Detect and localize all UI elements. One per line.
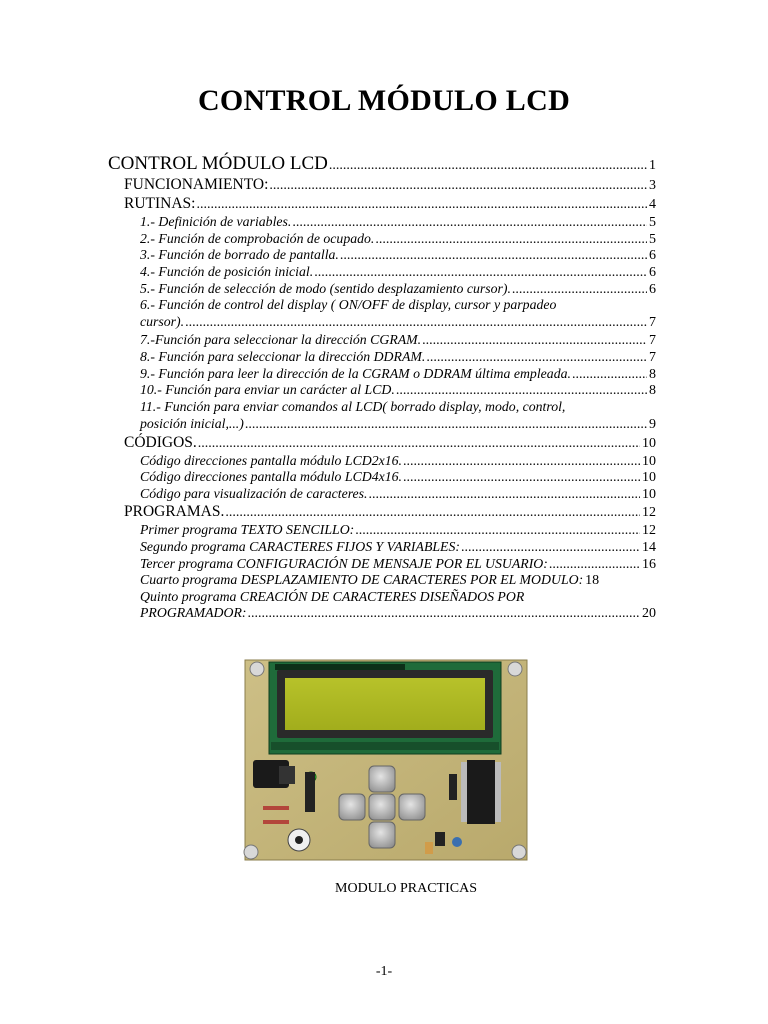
- toc-leader: [422, 333, 647, 349]
- toc-leader: [355, 523, 640, 539]
- toc-entry[interactable]: [140, 314, 656, 331]
- toc-leader: [196, 197, 647, 213]
- toc-entry[interactable]: [140, 214, 656, 231]
- page-number: -1-: [375, 964, 393, 979]
- toc-entry-title-line1: 11.- Función para enviar comandos al LCD( borrado display, modo, control,: [140, 399, 566, 414]
- toc-entry-page: 12: [642, 505, 656, 520]
- toc-leader: [375, 232, 647, 248]
- toc-entry[interactable]: [140, 522, 656, 539]
- toc-entry-title: 10.- Función para enviar un carácter al LCD.: [140, 382, 395, 397]
- toc-entry-title: Segundo programa CARACTERES FIJOS Y VARIABLES:: [140, 539, 460, 554]
- toc-leader: [248, 606, 640, 622]
- toc-entry[interactable]: [140, 453, 656, 470]
- toc-entry[interactable]: [140, 572, 656, 589]
- toc-entry[interactable]: [140, 539, 656, 556]
- toc-entry[interactable]: [108, 153, 656, 175]
- toc-entry[interactable]: [124, 503, 656, 521]
- toc-entry-title: 1.- Definición de variables.: [140, 214, 292, 229]
- toc-entry-title-line1: 6.- Función de control del display ( ON/OFF de display, cursor y parpadeo: [140, 297, 557, 312]
- toc-entry-page: 7: [649, 333, 656, 348]
- toc-leader: [245, 417, 647, 433]
- toc-entry[interactable]: [140, 264, 656, 281]
- toc-entry[interactable]: [140, 416, 656, 433]
- toc-entry[interactable]: [140, 605, 656, 622]
- document-title: CONTROL MÓDULO LCD: [197, 84, 571, 117]
- toc-entry-page: 6: [649, 248, 656, 263]
- toc-entry-title: 5.- Función de selección de modo (sentido desplazamiento cursor).: [140, 281, 511, 296]
- toc-leader: [185, 315, 647, 331]
- toc-entry[interactable]: [140, 281, 656, 298]
- toc-leader: [512, 282, 647, 298]
- toc-entry-page: 7: [649, 315, 656, 330]
- toc-leader: [314, 265, 647, 281]
- toc-leader: [549, 557, 640, 573]
- toc-entry-title: CÓDIGOS.: [124, 434, 197, 451]
- toc-leader: [292, 215, 647, 231]
- toc-entry[interactable]: [140, 382, 656, 399]
- toc-entry-title: PROGRAMAS.: [124, 503, 225, 520]
- toc-entry-page: 8: [649, 367, 656, 382]
- toc-entry-title: 2.- Función de comprobación de ocupado.: [140, 231, 375, 246]
- toc-entry-page: 10: [642, 470, 656, 485]
- toc-entry-title: 9.- Función para leer la dirección de la CGRAM o DDRAM última empleada.: [140, 366, 571, 381]
- toc-entry-page: 18: [585, 573, 600, 588]
- toc-entry-title: Código direcciones pantalla módulo LCD4x16.: [140, 469, 402, 484]
- toc-entry[interactable]: [140, 332, 656, 349]
- toc-leader: [369, 487, 641, 503]
- toc-entry-title-continued: cursor).: [140, 314, 185, 329]
- toc-entry-page: 10: [642, 454, 656, 469]
- toc-leader: [329, 158, 647, 174]
- toc-entry-page: 3: [649, 178, 656, 193]
- toc-entry-page: 5: [649, 232, 656, 247]
- toc-entry[interactable]: [140, 486, 656, 503]
- toc-entry[interactable]: [124, 176, 656, 194]
- toc-leader: [461, 540, 640, 556]
- toc-entry-page: 4: [649, 197, 656, 212]
- toc-entry-title: Cuarto programa DESPLAZAMIENTO DE CARACTERES POR EL MODULO:: [140, 572, 584, 587]
- toc-entry-title: 3.- Función de borrado de pantalla.: [140, 247, 339, 262]
- toc-entry-title: 8.- Función para seleccionar la dirección DDRAM.: [140, 349, 426, 364]
- toc-entry[interactable]: [140, 366, 656, 383]
- toc-entry-page: 20: [642, 606, 656, 621]
- toc-leader: [269, 178, 647, 194]
- toc-entry-title: RUTINAS:: [124, 195, 196, 212]
- toc-entry-page: 14: [642, 540, 656, 555]
- toc-entry-title: FUNCIONAMIENTO:: [124, 176, 269, 193]
- toc-entry-title-continued: PROGRAMADOR:: [140, 605, 247, 620]
- toc-entry-title: CONTROL MÓDULO LCD: [108, 153, 328, 174]
- toc-entry[interactable]: [140, 231, 656, 248]
- toc-entry[interactable]: [140, 469, 656, 486]
- toc-entry-title: Código para visualización de caracteres.: [140, 486, 368, 501]
- figure-caption: MODULO PRACTICAS: [335, 881, 477, 896]
- lcd-module-photo: [239, 656, 531, 866]
- toc-leader: [403, 454, 640, 470]
- toc-entry-title: 4.- Función de posición inicial.: [140, 264, 314, 279]
- toc-entry-page: 7: [649, 350, 656, 365]
- toc-entry-title: 7.-Función para seleccionar la dirección CGRAM.: [140, 332, 422, 347]
- toc-leader: [572, 367, 647, 383]
- toc-entry-page: 9: [649, 417, 656, 432]
- toc-entry-page: 8: [649, 383, 656, 398]
- toc-entry-page: 1: [649, 158, 656, 173]
- toc-leader: [340, 248, 647, 264]
- toc-entry-page: 10: [642, 436, 656, 451]
- toc-entry[interactable]: [124, 434, 656, 452]
- toc-entry-page: 12: [642, 523, 656, 538]
- toc-leader: [403, 470, 640, 486]
- toc-entry-title: Primer programa TEXTO SENCILLO:: [140, 522, 355, 537]
- toc-entry-page: 10: [642, 487, 656, 502]
- toc-entry[interactable]: [124, 195, 656, 213]
- toc-entry[interactable]: [140, 247, 656, 264]
- circuit-board-illustration: [239, 656, 531, 866]
- toc-entry-page: 6: [649, 282, 656, 297]
- toc-entry-page: 6: [649, 265, 656, 280]
- toc-entry-page: 5: [649, 215, 656, 230]
- toc-entry-title: Código direcciones pantalla módulo LCD2x16.: [140, 453, 402, 468]
- toc-entry-page: 16: [642, 557, 656, 572]
- toc-entry-title-line1: Quinto programa CREACIÓN DE CARACTERES DISEÑADOS POR: [140, 589, 525, 604]
- toc-entry-title: Tercer programa CONFIGURACIÓN DE MENSAJE POR EL USUARIO:: [140, 556, 548, 571]
- toc-entry-title-continued: posición inicial,...): [140, 416, 244, 431]
- toc-entry[interactable]: [140, 556, 656, 573]
- toc-entry[interactable]: [140, 349, 656, 366]
- toc-leader: [426, 350, 647, 366]
- toc-leader: [198, 436, 640, 452]
- toc-leader: [225, 505, 640, 521]
- toc-leader: [396, 383, 647, 399]
